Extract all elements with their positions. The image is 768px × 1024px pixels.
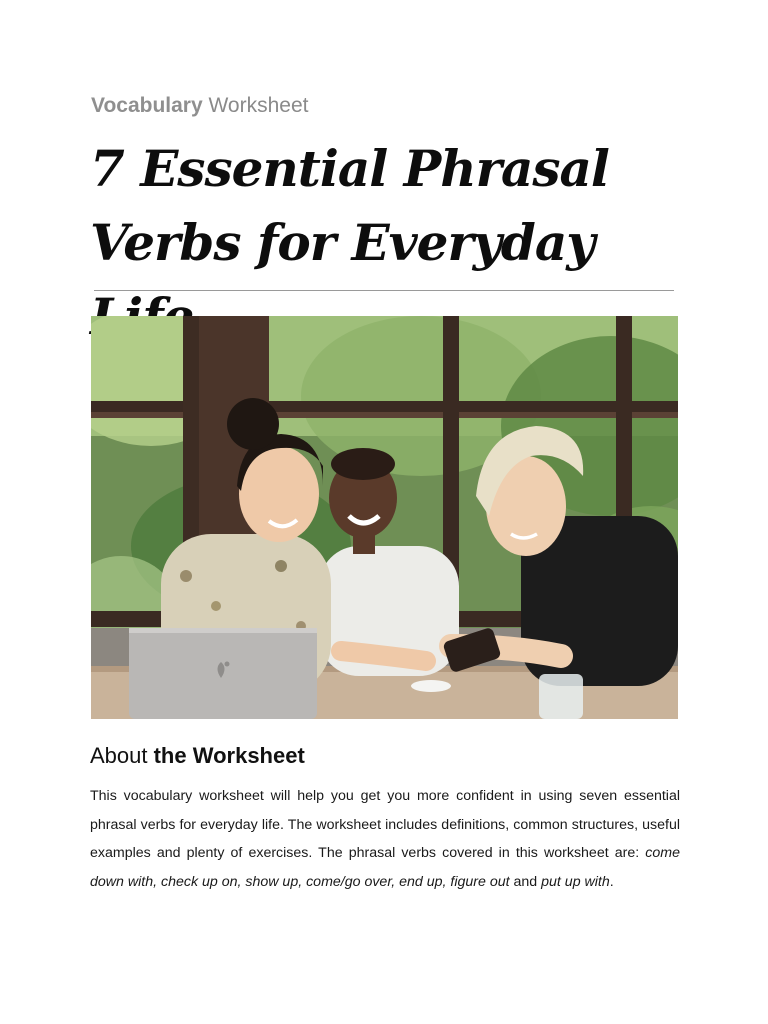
kicker-label xyxy=(91,92,308,120)
title-divider xyxy=(94,290,674,291)
section-heading-plain: About xyxy=(90,743,154,768)
phrasal-verbs-list: come down with, check up on, show up, come/go over, end up, figure out xyxy=(90,845,680,890)
phrasal-verbs-and: and xyxy=(509,873,542,890)
phrasal-verbs-end: . xyxy=(609,873,614,890)
section-heading-about xyxy=(90,741,305,771)
kicker-strong: Vocabulary xyxy=(91,94,203,117)
about-paragraph xyxy=(90,782,680,896)
kicker-rest: Worksheet xyxy=(202,94,309,117)
hero-photo xyxy=(91,316,678,719)
page-title: 7 Essential Phrasal Verbs for Everyday xyxy=(90,139,609,272)
photo-three-friends-icon xyxy=(91,316,678,719)
about-paragraph-text: This vocabulary worksheet will help you get you more confident in using seven essential phrasal verbs for everyday life. The worksheet includes definitions, common structures, useful examples and plenty of exercises. The phrasal verbs covered in this worksheet are: xyxy=(90,788,680,861)
section-heading-strong: the Worksheet xyxy=(153,743,305,768)
phrasal-verb-last: put up with xyxy=(541,873,610,890)
